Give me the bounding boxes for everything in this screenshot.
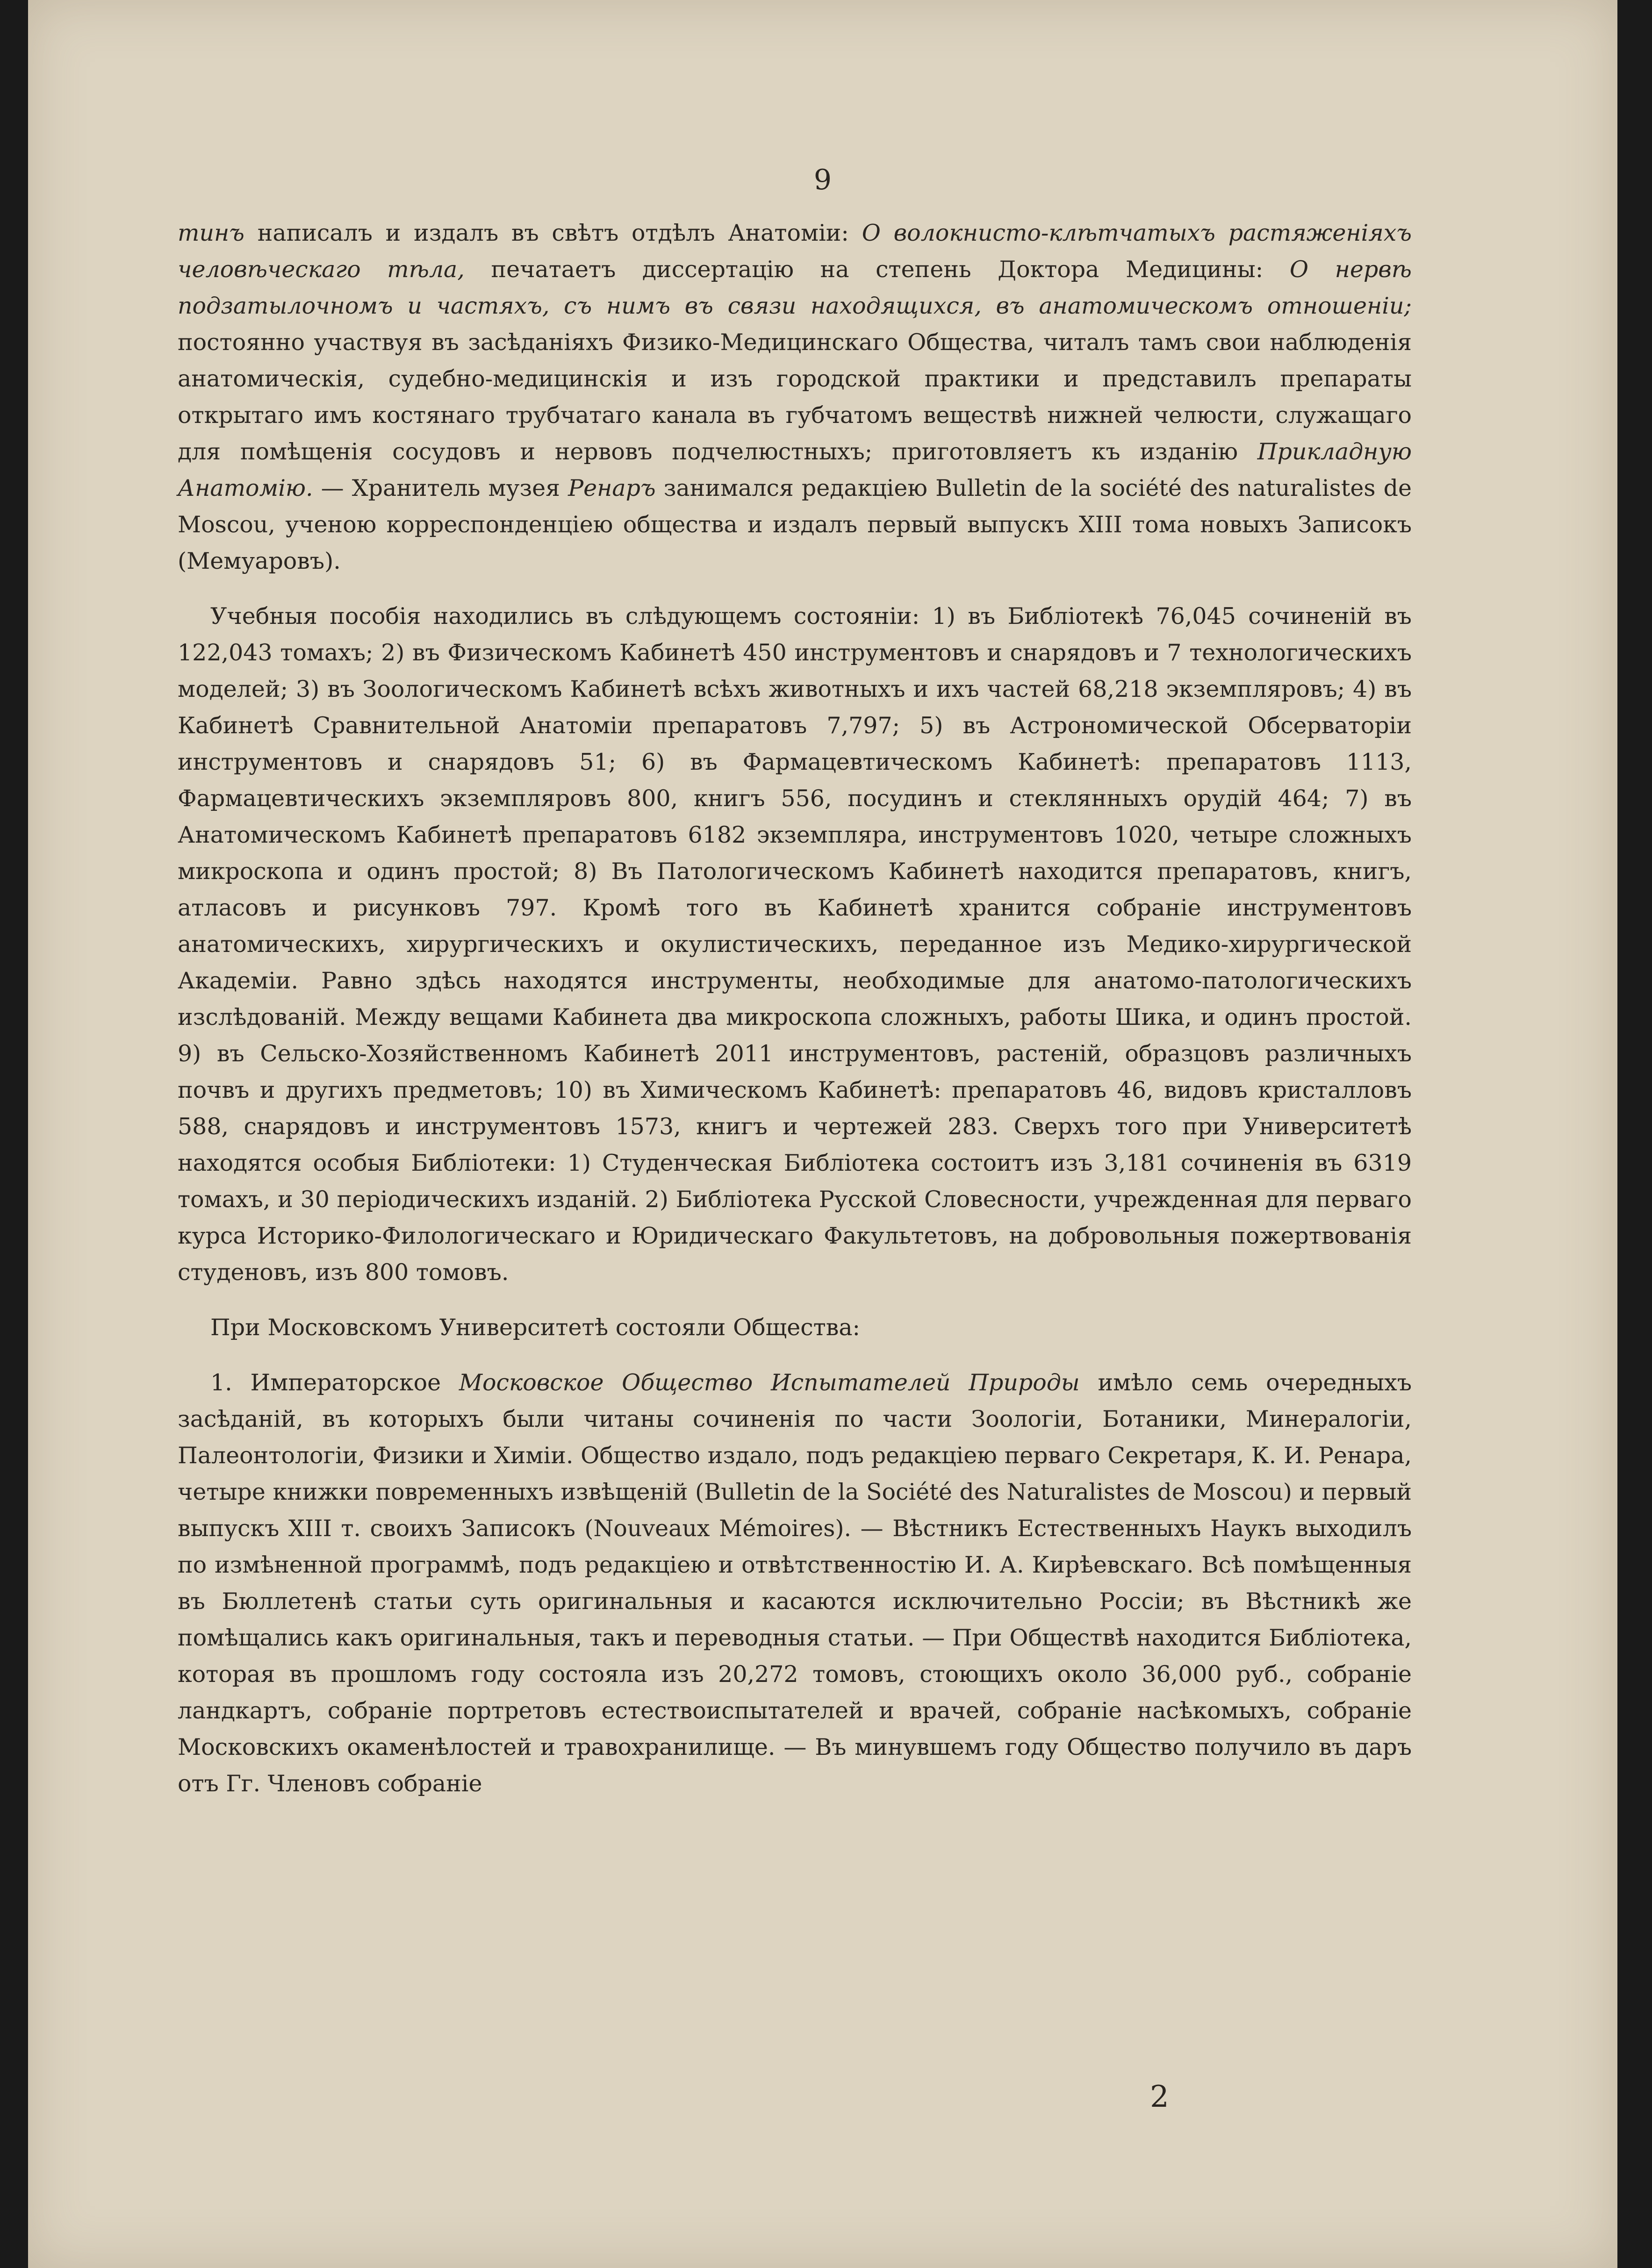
italic-run: О волокнисто-клѣтчатыхъ растяженіяхъ человѣческаго тѣла,: [178, 220, 1412, 283]
italic-run: О нервѣ подзатылочномъ и частяхъ, съ нимъ въ связи находящихся, въ анатомическомъ отношеніи;: [178, 256, 1412, 319]
text-run: печатаетъ диссертацію на степень Доктора Медицины:: [464, 256, 1290, 283]
document-page: [28, 0, 1617, 2268]
text-run: написалъ и издалъ въ свѣтъ отдѣлъ Анатоміи:: [244, 220, 862, 246]
signature-mark: 2: [1150, 2080, 1169, 2114]
italic-run: Ренаръ: [568, 475, 656, 501]
body-text: [178, 215, 1412, 1821]
paragraph-4: [178, 1365, 1412, 1802]
text-run: При Московскомъ Университетѣ состояли Общества:: [210, 1314, 861, 1341]
italic-run: тинъ: [178, 220, 244, 246]
paragraph-3: [178, 1309, 1412, 1346]
page-number: 9: [813, 164, 832, 196]
paragraph-1: [178, 215, 1412, 580]
paragraph-2: [178, 598, 1412, 1291]
text-run: — Хранитель музея: [313, 475, 568, 501]
text-run: занимался редакціею Bulletin de la société des naturalistes de Moscou, ученою корреспонденціею общества и издалъ первый выпускъ XIII тома новыхъ Записокъ (Мемуаровъ).: [178, 475, 1412, 574]
italic-run: Прикладную Анатомію.: [178, 438, 1412, 501]
text-run: постоянно участвуя въ засѣданіяхъ Физико-Медицинскаго Общества, читалъ тамъ свои наблюденія анатомическія, судебно-медицинскія и изъ городской практики и представилъ препараты открытаго имъ костянаго трубчатаго канала въ губчатомъ веществѣ нижней челюсти, служащаго для помѣщенія сосудовъ и нервовъ подчелюстныхъ; приготовляетъ къ изданію: [178, 329, 1412, 465]
text-run: имѣло семь очередныхъ засѣданій, въ которыхъ были читаны сочиненія по части Зоологіи, Ботаники, Минералогіи, Палеонтологіи, Физики и Химіи. Общество издало, подъ редакціею перваго Секретаря, К. И. Ренара, четыре книжки повременныхъ извѣщеній (Bulletin de la Société des Naturalistes de Moscou) и первый выпускъ XIII т. своихъ Записокъ (Nouveaux Mémoires). — Вѣстникъ Естественныхъ Наукъ выходилъ по измѣненной программѣ, подъ редакціею и отвѣтственностію И. А. Кирѣевскаго. Всѣ помѣщенныя въ Бюллетенѣ статьи суть оригинальныя и касаются исключительно Россіи; въ Вѣстникѣ же помѣщались какъ оригинальныя, такъ и переводныя статьи. — При Обществѣ находится Библіотека, которая въ прошломъ году состояла изъ 20,272 томовъ, стоющихъ около 36,000 руб., собраніе ландкартъ, собраніе портретовъ естествоиспытателей и врачей, собраніе насѣкомыхъ, собраніе Московскихъ окаменѣлостей и травохранилище. — Въ минувшемъ году Общество получило въ даръ отъ Гг. Членовъ собраніе: [178, 1369, 1412, 1797]
italic-run: Московское Общество Испытателей Природы: [459, 1369, 1080, 1396]
text-run: Учебныя пособія находились въ слѣдующемъ состояніи: 1) въ Библіотекѣ 76,045 сочиненій въ 122,043 томахъ; 2) въ Физическомъ Кабинетѣ 450 инструментовъ и снарядовъ и 7 технологическихъ моделей; 3) въ Зоологическомъ Кабинетѣ всѣхъ животныхъ и ихъ частей 68,218 экземпляровъ; 4) въ Кабинетѣ Сравнительной Анатоміи препаратовъ 7,797; 5) въ Астрономической Обсерваторіи инструментовъ и снарядовъ 51; 6) въ Фармацевтическомъ Кабинетѣ: препаратовъ 1113, Фармацевтическихъ экземпляровъ 800, книгъ 556, посудинъ и стеклянныхъ орудій 464; 7) въ Анатомическомъ Кабинетѣ препаратовъ 6182 экземпляра, инструментовъ 1020, четыре сложныхъ микроскопа и одинъ простой; 8) Въ Патологическомъ Кабинетѣ находится препаратовъ, книгъ, атласовъ и рисунковъ 797. Кромѣ того въ Кабинетѣ хранится собраніе инструментовъ анатомическихъ, хирургическихъ и окулистическихъ, переданное изъ Медико-хирургической Академіи. Равно здѣсь находятся инструменты, необходимые для анатомо-патологическихъ изслѣдованій. Между вещами Кабинета два микроскопа сложныхъ, работы Шика, и одинъ простой. 9) въ Сельско-Хозяйственномъ Кабинетѣ 2011 инструментовъ, растеній, образцовъ различныхъ почвъ и другихъ предметовъ; 10) въ Химическомъ Кабинетѣ: препаратовъ 46, видовъ кристалловъ 588, снарядовъ и инструментовъ 1573, книгъ и чертежей 283. Сверхъ того при Университетѣ находятся особыя Библіотеки: 1) Студенческая Библіотека состоитъ изъ 3,181 сочиненія въ 6319 томахъ, и 30 періодическихъ изданій. 2) Библіотека Русской Словесности, учрежденная для перваго курса Историко-Филологическаго и Юридическаго Факультетовъ, на добровольныя пожертвованія студеновъ, изъ 800 томовъ.: [178, 603, 1412, 1286]
text-run: 1. Императорское: [210, 1369, 459, 1396]
